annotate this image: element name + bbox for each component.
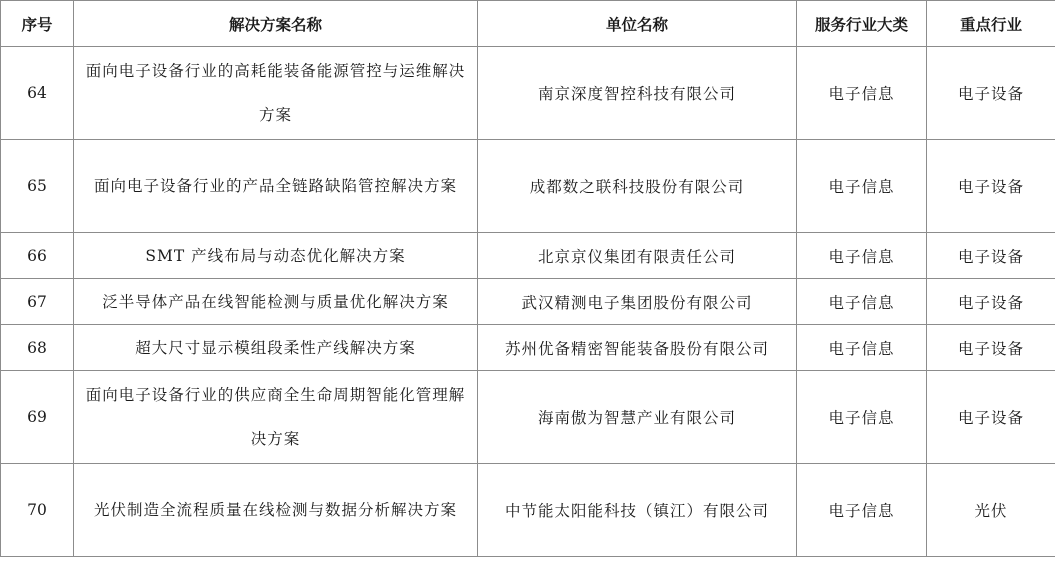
cell-service-category: 电子信息 [797, 325, 927, 371]
cell-solution-name: 光伏制造全流程质量在线检测与数据分析解决方案 [74, 464, 478, 557]
cell-service-category: 电子信息 [797, 140, 927, 233]
header-service-category: 服务行业大类 [797, 1, 927, 47]
table-header-row [1, 1, 1055, 47]
cell-serial-number: 69 [1, 371, 74, 464]
cell-solution-name: 泛半导体产品在线智能检测与质量优化解决方案 [74, 279, 478, 325]
cell-serial-number: 65 [1, 140, 74, 233]
cell-serial-number: 68 [1, 325, 74, 371]
cell-serial-number: 66 [1, 233, 74, 279]
cell-service-category: 电子信息 [797, 464, 927, 557]
header-key-industry: 重点行业 [927, 1, 1055, 47]
cell-solution-name: 超大尺寸显示模组段柔性产线解决方案 [74, 325, 478, 371]
cell-key-industry: 电子设备 [927, 140, 1055, 233]
cell-unit-name: 南京深度智控科技有限公司 [478, 47, 797, 140]
cell-serial-number: 64 [1, 47, 74, 140]
table-row [1, 47, 1055, 140]
cell-solution-name: 面向电子设备行业的高耗能装备能源管控与运维解决方案 [74, 47, 478, 140]
cell-key-industry: 电子设备 [927, 325, 1055, 371]
cell-solution-name: 面向电子设备行业的产品全链路缺陷管控解决方案 [74, 140, 478, 233]
cell-service-category: 电子信息 [797, 47, 927, 140]
table-row [1, 233, 1055, 279]
cell-key-industry: 电子设备 [927, 279, 1055, 325]
cell-unit-name: 武汉精测电子集团股份有限公司 [478, 279, 797, 325]
cell-solution-name: 面向电子设备行业的供应商全生命周期智能化管理解决方案 [74, 371, 478, 464]
table-row [1, 279, 1055, 325]
table-row [1, 325, 1055, 371]
cell-key-industry: 电子设备 [927, 371, 1055, 464]
header-serial-number: 序号 [1, 1, 74, 47]
cell-unit-name: 成都数之联科技股份有限公司 [478, 140, 797, 233]
cell-service-category: 电子信息 [797, 279, 927, 325]
cell-unit-name: 中节能太阳能科技（镇江）有限公司 [478, 464, 797, 557]
cell-key-industry: 光伏 [927, 464, 1055, 557]
cell-key-industry: 电子设备 [927, 233, 1055, 279]
table-row [1, 371, 1055, 464]
cell-unit-name: 海南傲为智慧产业有限公司 [478, 371, 797, 464]
cell-unit-name: 北京京仪集团有限责任公司 [478, 233, 797, 279]
cell-key-industry: 电子设备 [927, 47, 1055, 140]
cell-service-category: 电子信息 [797, 371, 927, 464]
table-row [1, 140, 1055, 233]
header-solution-name: 解决方案名称 [74, 1, 478, 47]
cell-serial-number: 67 [1, 279, 74, 325]
cell-unit-name: 苏州优备精密智能装备股份有限公司 [478, 325, 797, 371]
cell-solution-name: SMT 产线布局与动态优化解决方案 [74, 233, 478, 279]
cell-service-category: 电子信息 [797, 233, 927, 279]
header-unit-name: 单位名称 [478, 1, 797, 47]
table-row [1, 464, 1055, 557]
cell-serial-number: 70 [1, 464, 74, 557]
